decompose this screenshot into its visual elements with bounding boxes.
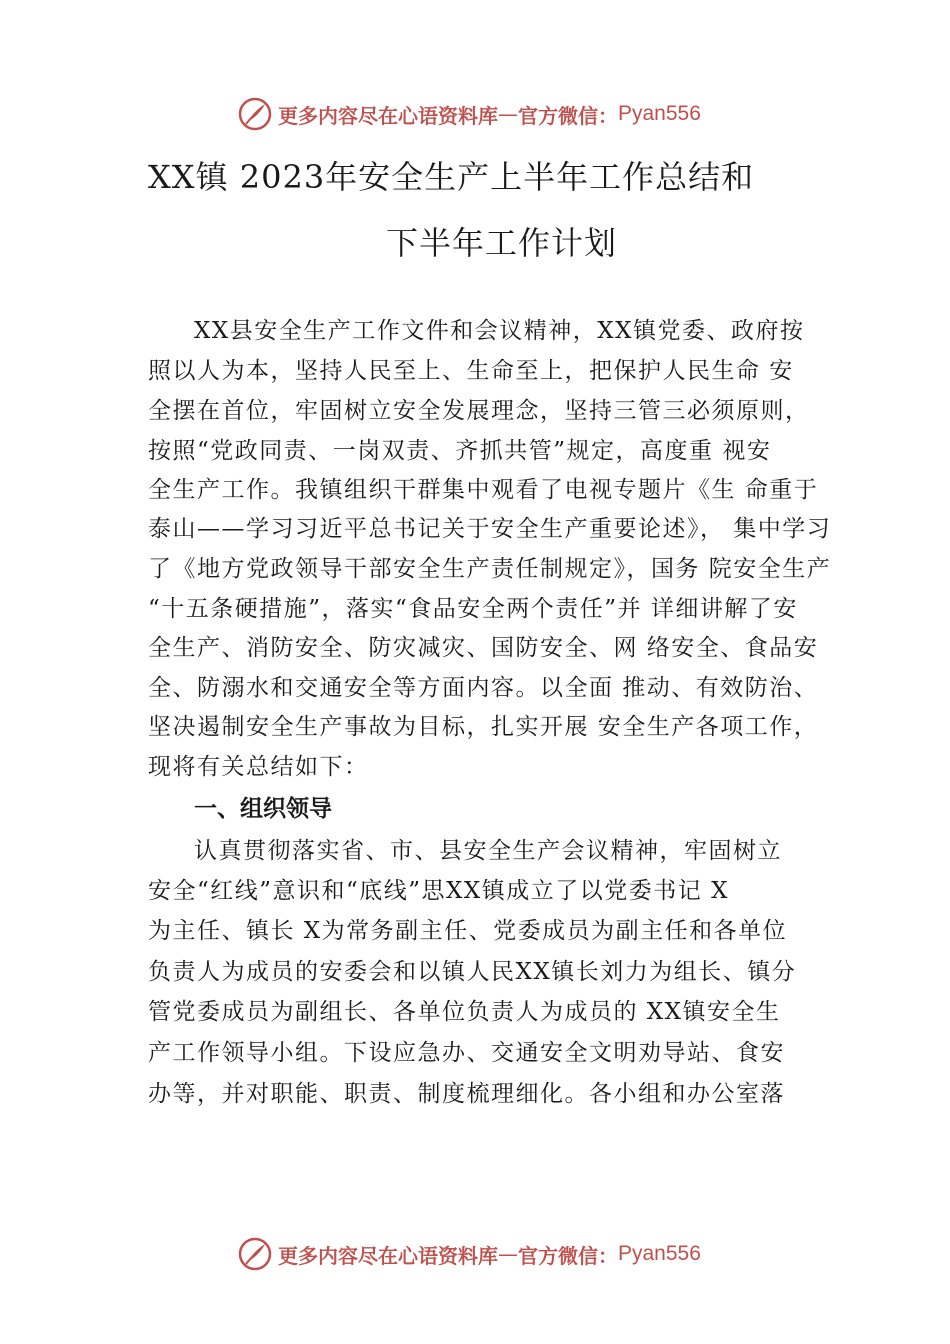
body-line: 全、防溺水和交通安全等方面内容。以全面 推动、有效防治、 (148, 675, 819, 701)
body-line: 现将有关总结如下： (148, 754, 369, 780)
body-line: 产工作领导小组。下设应急办、交通安全文明劝导站、食安 (148, 1040, 785, 1066)
body-line: 认真贯彻落实省、市、县安全生产会议精神，牢固树立 (194, 838, 782, 864)
body-line: 按照“党政同责、一岗双责、齐抓共管”规定，高度重 视安 (148, 438, 772, 464)
body-line: “十五条硬措施”，落实“食品安全两个责任”并 详细讲解了安 (148, 596, 798, 622)
watermark-text: 更多内容尽在心语资料库 (278, 1243, 498, 1268)
watermark-label: 官方微信： (518, 1243, 618, 1268)
body-line: 全生产工作。我镇组织干群集中观看了电视专题片《生 命重于 (148, 477, 819, 503)
watermark-banner-top (238, 96, 738, 132)
document-title-line-2: 下半年工作计划 (386, 224, 618, 262)
body-line: 全摆在首位，牢固树立安全发展理念，坚持三管三必须原则， (148, 398, 810, 424)
body-line: XX县安全生产工作文件和会议精神，XX镇党委、政府按 (194, 318, 805, 344)
quill-logo-icon (238, 1237, 272, 1271)
body-line: 坚决遏制安全生产事故为目标，扎实开展 安全生产各项工作， (148, 714, 819, 740)
section-heading: 一、组织领导 (194, 796, 332, 822)
body-line: 办等，并对职能、职责、制度梳理细化。各小组和办公室落 (148, 1081, 785, 1107)
watermark-label: 官方微信： (518, 103, 618, 128)
body-line: 安全“红线”意识和“底线”思XX镇成立了以党委书记 X (148, 878, 729, 904)
watermark-separator: — (498, 102, 518, 126)
body-line: 泰山——学习习近平总书记关于安全生产重要论述》， 集中学习 (148, 516, 832, 542)
body-line: 管党委成员为副组长、各单位负责人为成员的 XX镇安全生 (148, 999, 781, 1025)
body-line: 照以人为本，坚持人民至上、生命至上，把保护人民生命 安 (148, 358, 794, 384)
body-line: 负责人为成员的安委会和以镇人民XX镇长刘力为组长、镇分 (148, 959, 797, 985)
watermark-id: Pyan556 (618, 102, 701, 125)
watermark-text: 更多内容尽在心语资料库 (278, 103, 498, 128)
watermark-separator: — (498, 1242, 518, 1266)
body-line: 为主任、镇长 X为常务副主任、党委成员为副主任和各单位 (148, 918, 788, 944)
watermark-id: Pyan556 (618, 1242, 701, 1265)
watermark-banner-bottom (238, 1236, 738, 1272)
quill-logo-icon (238, 97, 272, 131)
document-title-line-1: XX镇 2023年安全生产上半年工作总结和 (148, 158, 755, 196)
body-line: 全生产、消防安全、防灾减灾、国防安全、网 络安全、食品安 (148, 635, 819, 661)
body-line: 了《地方党政领导干部安全生产责任制规定》，国务 院安全生产 (148, 556, 832, 582)
